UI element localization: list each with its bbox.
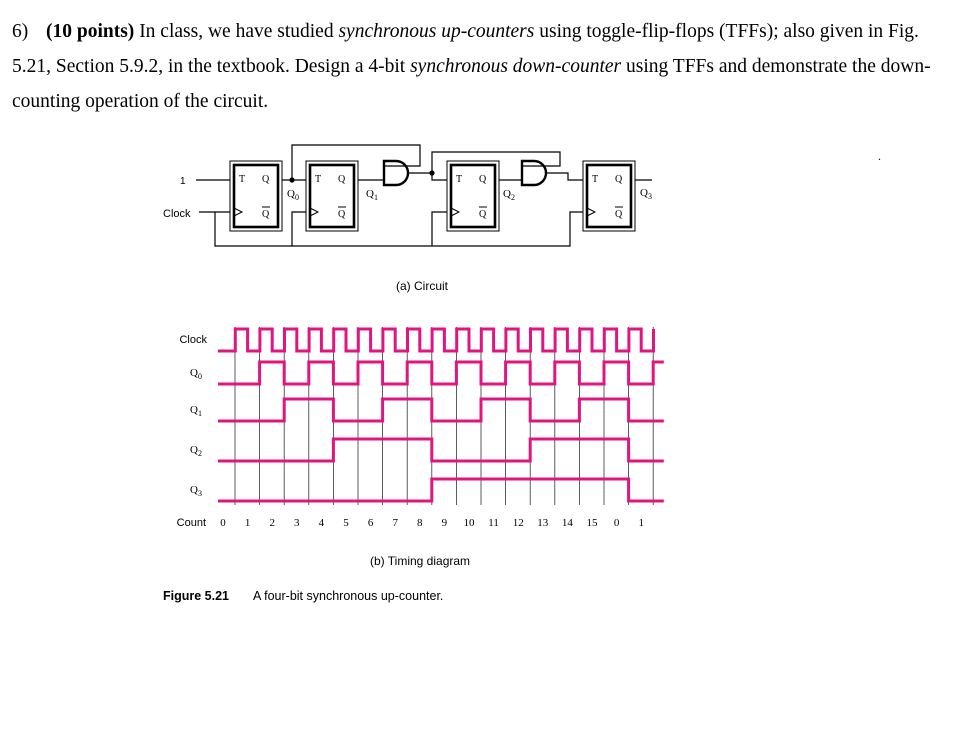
tff-t-label-0: T — [239, 174, 246, 185]
stray-mark: . — [878, 149, 881, 163]
count-value-11: 11 — [488, 517, 499, 529]
and-gate-1 — [384, 161, 408, 185]
q1-label: $Q_1$ — [366, 188, 378, 202]
tff-outline-1 — [306, 161, 358, 231]
figure-label: Figure 5.21 — [163, 589, 229, 603]
count-value-10: 10 — [463, 517, 475, 529]
tff-outline-3 — [583, 161, 635, 231]
counter-circuit — [163, 145, 652, 246]
clock-branch-1 — [292, 212, 306, 246]
circuit-caption: (a) Circuit — [396, 279, 449, 293]
count-value-7: 7 — [392, 517, 398, 529]
tff-3 — [583, 161, 635, 231]
question-points: (10 points) — [46, 21, 135, 42]
question-text-3: using TFFs and demonstrate the down-counting operation of the circuit. — [12, 56, 931, 112]
q2-label: $Q_2$ — [503, 188, 515, 202]
and1-out-wire — [408, 173, 447, 180]
count-value-8: 8 — [417, 517, 423, 529]
count-value-14: 14 — [561, 517, 573, 529]
count-label: Count — [176, 517, 206, 529]
tff-qbar-label-3: Q — [615, 209, 623, 220]
tff-qbar-label-0: Q — [262, 209, 270, 220]
tff-q-label-2: Q — [479, 174, 487, 185]
and-gate-2 — [522, 161, 546, 185]
tff-t-label-2: T — [456, 174, 463, 185]
tff-qbar-label-1: Q — [338, 209, 346, 220]
count-value-9: 9 — [441, 517, 448, 529]
figure-caption — [163, 589, 443, 603]
input-one-label: 1 — [180, 176, 186, 187]
tff-q-label-0: Q — [262, 174, 270, 185]
count-value-0: 0 — [220, 517, 226, 529]
count-value-5: 5 — [343, 517, 349, 529]
count-value-2: 2 — [269, 517, 275, 529]
timing-caption: (b) Timing diagram — [370, 554, 471, 568]
tff-outline-2 — [447, 161, 499, 231]
timing-label-q3: $Q_3$ — [190, 484, 202, 498]
clock-waveform — [218, 329, 654, 351]
q1-waveform — [218, 399, 664, 421]
question-text-2: using toggle-flip-flops (TFFs); also given in Fig. 5.21, Section 5.9.2, in the textbook. Design a 4-bit — [12, 21, 919, 77]
timing-label-clock: Clock — [179, 334, 207, 346]
circuit-clock-label: Clock — [163, 208, 191, 220]
tff-0 — [230, 161, 282, 231]
count-value-3: 3 — [294, 517, 300, 529]
tff-1 — [306, 161, 358, 231]
count-value-4: 4 — [318, 517, 325, 529]
count-value-16: 0 — [613, 517, 620, 529]
count-value-13: 13 — [537, 517, 549, 529]
q3-label: $Q_3$ — [640, 187, 652, 201]
tff-q-label-1: Q — [338, 174, 346, 185]
timing-diagram — [177, 327, 664, 529]
count-value-15: 15 — [586, 517, 598, 529]
count-value-6: 6 — [367, 517, 374, 529]
timing-label-q0: $Q_0$ — [190, 367, 202, 381]
q0-waveform — [218, 362, 664, 384]
and2-out-wire — [546, 173, 583, 180]
question-text-1: In class, we have studied — [134, 21, 339, 42]
q0-label: $Q_0$ — [287, 188, 299, 202]
q3-waveform — [218, 479, 664, 501]
count-value-17: 1 — [638, 517, 644, 529]
tff-qbar-label-2: Q — [479, 209, 487, 220]
clock-branch-2 — [432, 212, 447, 246]
tff-outline-0 — [230, 161, 282, 231]
figure-title: A four-bit synchronous up-counter. — [253, 589, 444, 603]
question-emphasis-2: synchronous down-counter — [410, 56, 622, 77]
tff-2 — [447, 161, 499, 231]
tff-q-label-3: Q — [615, 174, 623, 185]
q2-waveform — [218, 439, 664, 461]
count-value-12: 12 — [512, 517, 524, 529]
count-value-1: 1 — [244, 517, 251, 529]
question-number: 6) — [12, 21, 29, 42]
tff-t-label-1: T — [315, 174, 322, 185]
timing-label-q2: $Q_2$ — [190, 444, 202, 458]
timing-label-q1: $Q_1$ — [190, 404, 202, 418]
clock-bus — [215, 212, 583, 246]
tff-t-label-3: T — [592, 174, 599, 185]
question-emphasis-1: synchronous up-counters — [338, 21, 535, 42]
